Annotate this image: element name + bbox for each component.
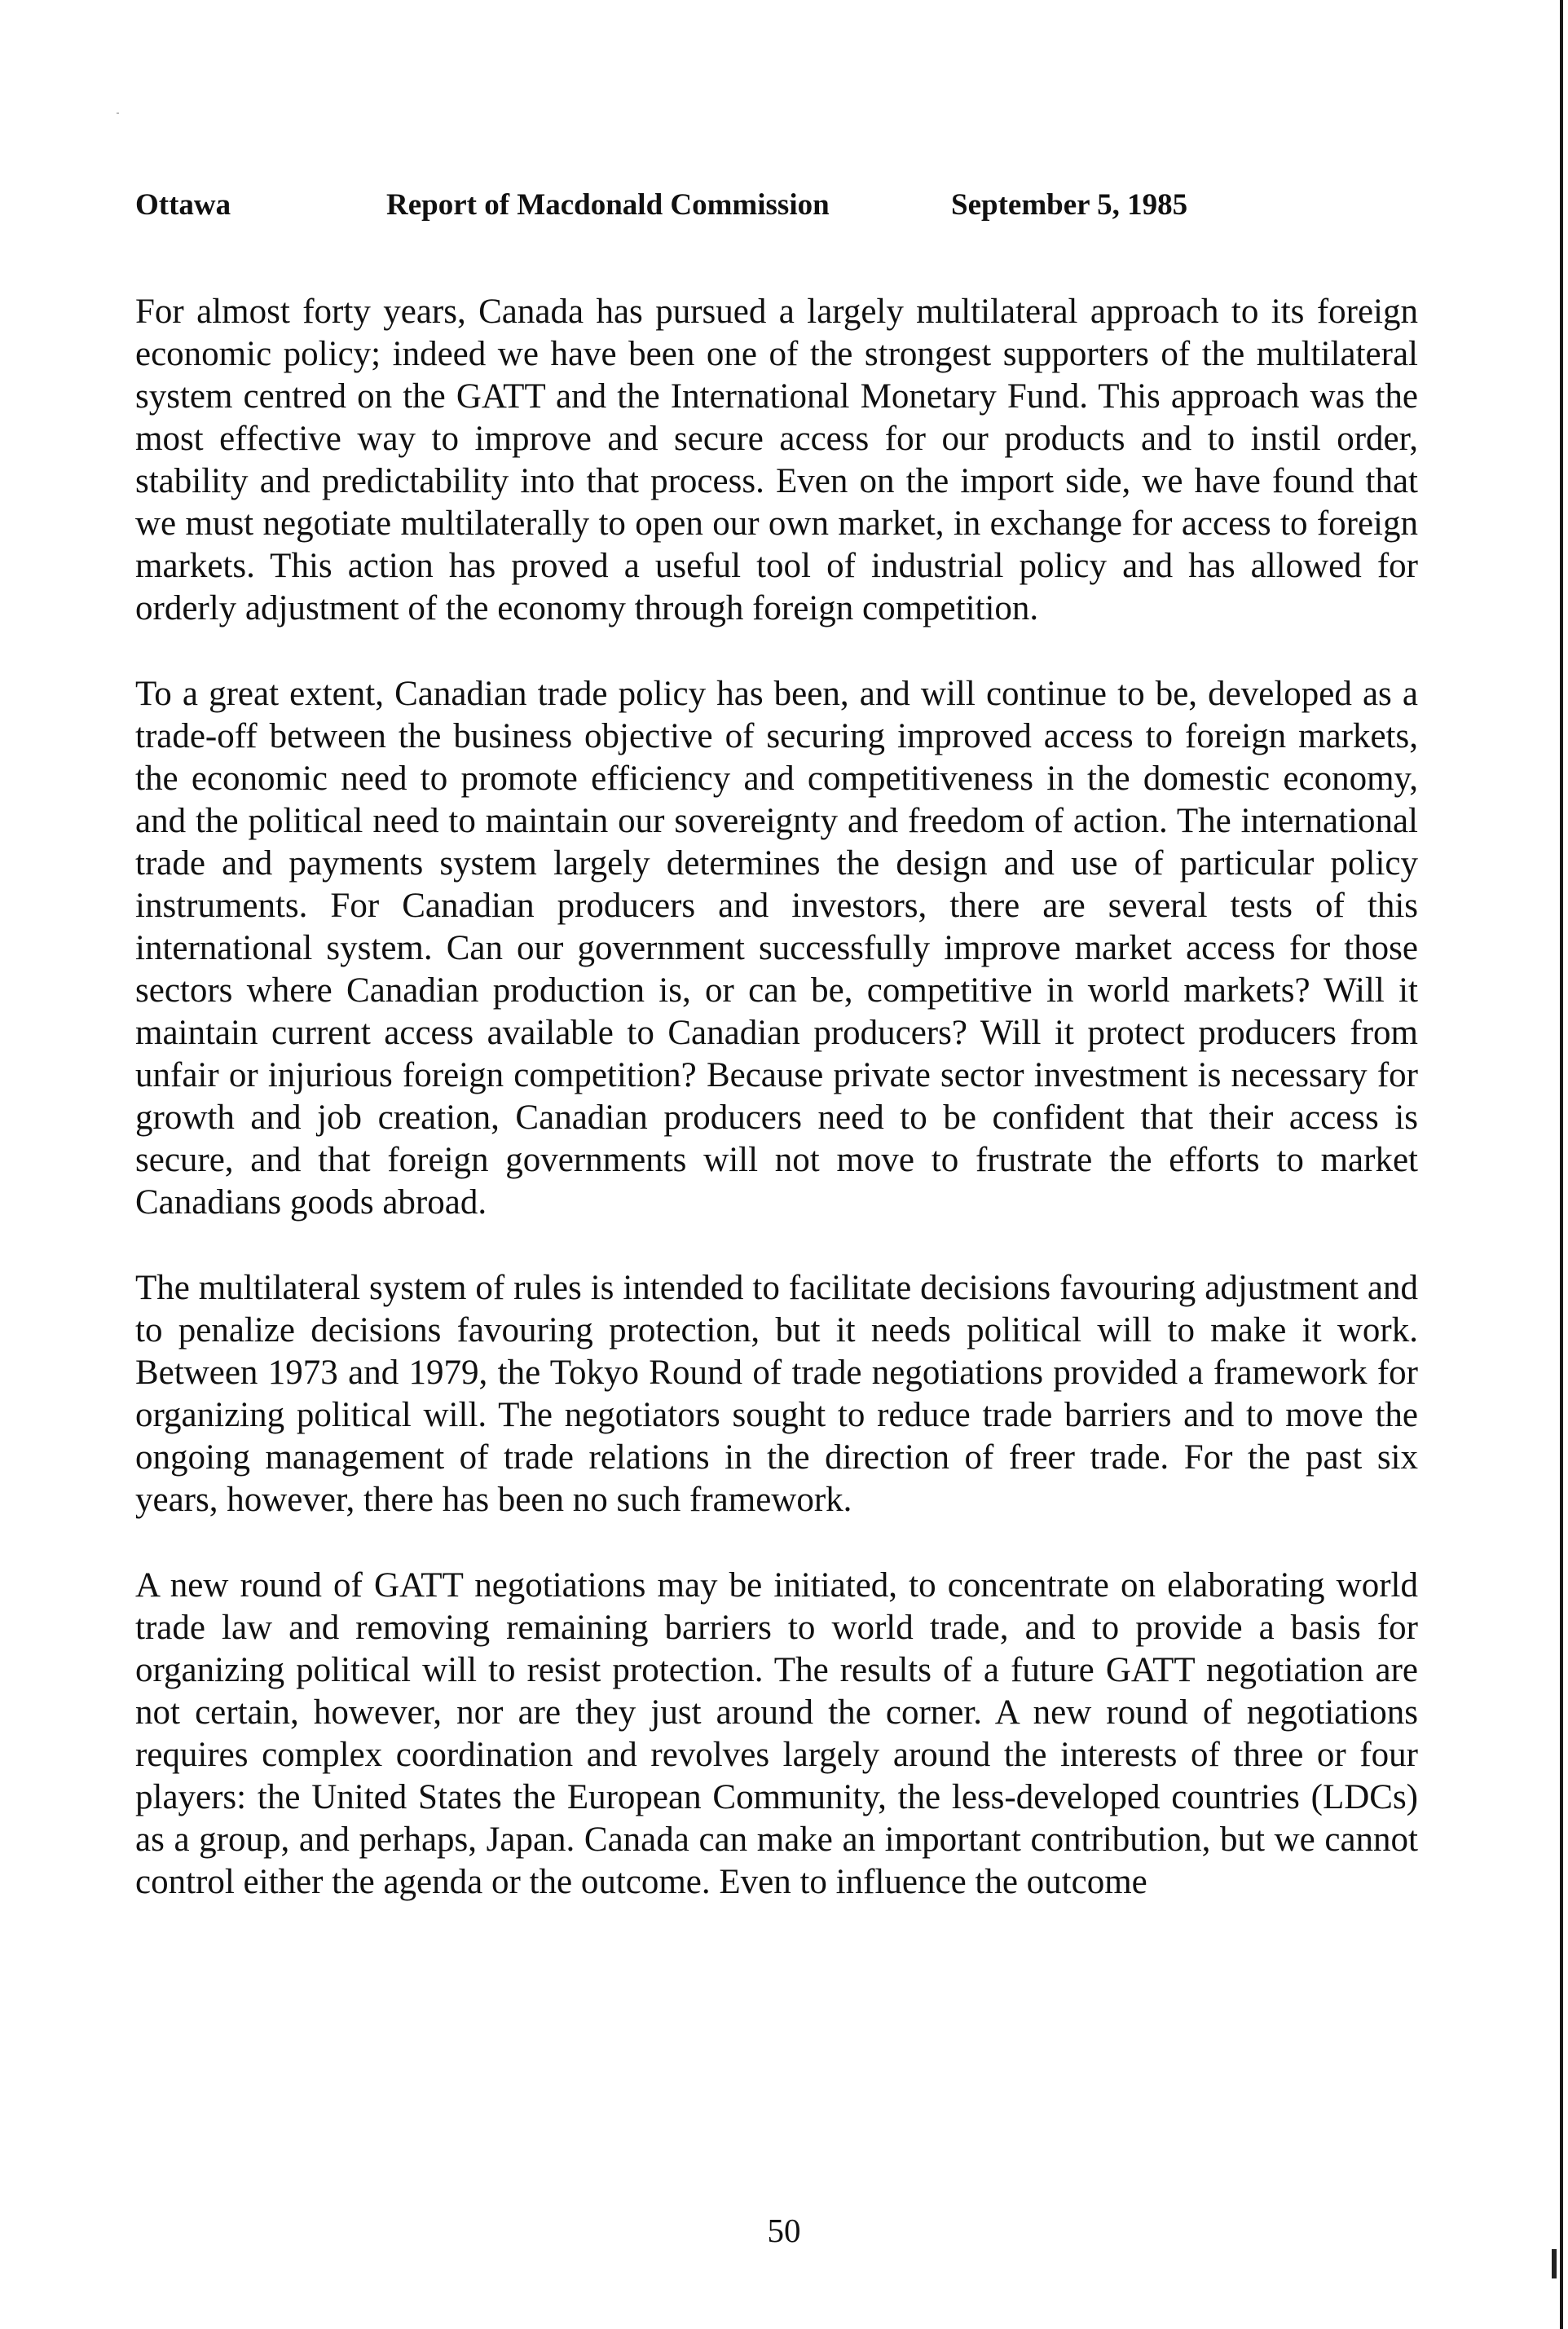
header-title: Report of Macdonald Commission [386,188,830,222]
document-body [135,291,1418,1947]
paragraph-2: To a great extent, Canadian trade policy has been, and will continue to be, developed as a trade-off between the business objective of securing improved access to foreign markets, the economic need to promote efficiency and competitiveness in the domestic economy, and the political need to maintain our sovereignty and freedom of action. The international trade and payments system largely determines the design and use of particular policy instruments. For Canadian producers and investors, there are several tests of this international system. Can our government successfully improve market access for those sectors where Canadian production is, or can be, competitive in world markets? Will it maintain current access available to Canadian producers? Will it protect producers from unfair or injurious foreign competition? Because private sector investment is necessary for growth and job creation, Canadian producers need to be confident that their access is secure, and that foreign governments will not move to frustrate the efforts to market Canadians goods abroad. [135,675,1418,1222]
scan-speck [117,112,119,114]
header-city: Ottawa [135,188,231,222]
paragraph-3: The multilateral system of rules is intended to facilitate decisions favouring adjustment and to penalize decisions favouring protection, but it needs political will to make it work. Between 1973 and 1979, the Tokyo Round of trade negotiations provided a framework for organizing political will. The negotiators sought to reduce trade barriers and to move the ongoing management of trade relations in the direction of freer trade. For the past six years, however, there has been no such framework. [135,1269,1418,1519]
page-header [0,181,1568,230]
scan-edge-mark [1552,2249,1557,2278]
paragraph-4: A new round of GATT negotiations may be initiated, to concentrate on elaborating world trade law and removing remaining barriers to world trade, and to provide a basis for organizing political will to resist protection. The results of a future GATT negotiation are not certain, however, nor are they just around the corner. A new round of negotiations requires complex coordination and revolves largely around the interests of three or four players: the United States the European Community, the less-developed countries (LDCs) as a group, and perhaps, Japan. Canada can make an important contribution, but we cannot control either the agenda or the outcome. Even to influence the outcome [135,1566,1418,1901]
header-date: September 5, 1985 [951,188,1188,222]
paragraph-1: For almost forty years, Canada has pursued a largely multilateral approach to its foreign economic policy; indeed we have been one of the strongest supporters of the multilateral system centred on the GATT and the International Monetary Fund. This approach was the most effective way to improve and secure access for our products and to instil order, stability and predictability into that process. Even on the import side, we have found that we must negotiate multilaterally to open our own market, in exchange for access to foreign markets. This action has proved a useful tool of industrial policy and has allowed for orderly adjustment of the economy through foreign competition. [135,293,1418,627]
page-number: 50 [767,2212,801,2249]
scan-border-edge [1560,0,1563,2329]
